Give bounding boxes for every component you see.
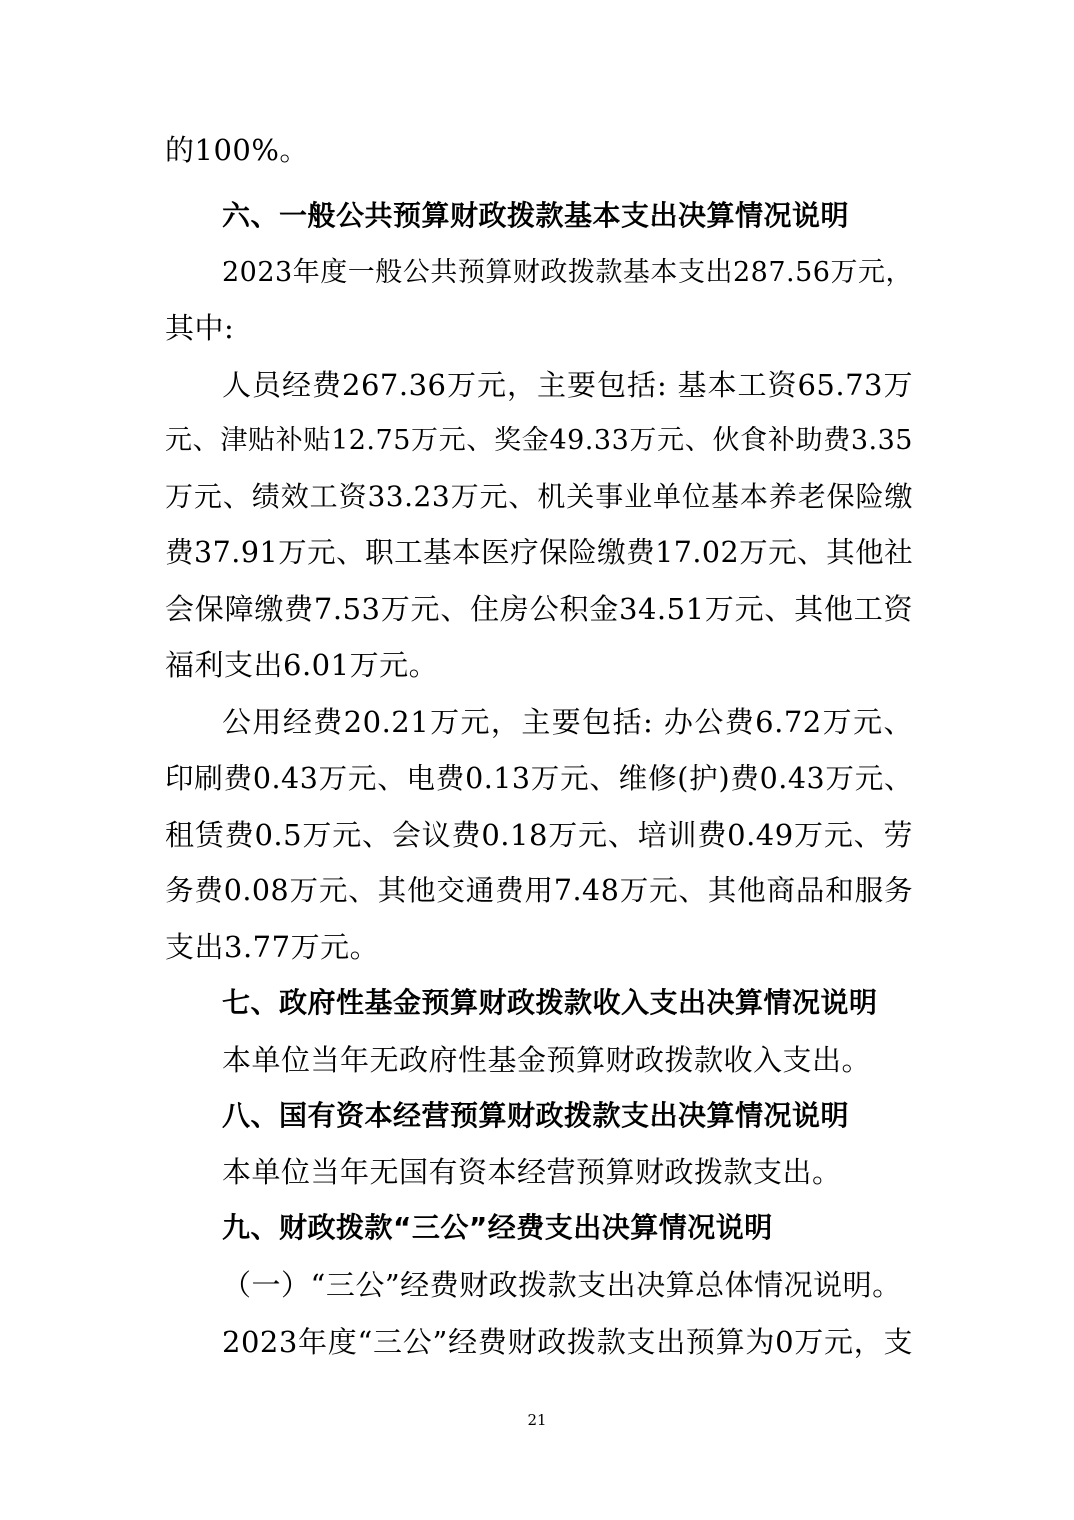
paragraph-line: 的100%。 [165, 133, 309, 167]
paragraph-line: 会保障缴费7.53万元、住房公积金34.51万元、其他工资 [165, 592, 913, 626]
paragraph-line: 公用经费20.21万元，主要包括: 办公费6.72万元、 [222, 705, 913, 739]
subsection-heading: （一）“三公”经费财政拨款支出决算总体情况说明。 [222, 1268, 902, 1302]
section-heading-9: 九、财政拨款“三公”经费支出决算情况说明 [222, 1211, 773, 1244]
paragraph-line: 其中: [165, 311, 235, 345]
paragraph-line: 租赁费0.5万元、会议费0.18万元、培训费0.49万元、劳 [165, 818, 913, 852]
paragraph-line: 本单位当年无政府性基金预算财政拨款收入支出。 [222, 1043, 872, 1077]
paragraph-line: 费37.91万元、职工基本医疗保险缴费17.02万元、其他社 [165, 536, 914, 569]
section-heading-6: 六、一般公共预算财政拨款基本支出决算情况说明 [222, 199, 850, 232]
paragraph-line: 2023年度“三公”经费财政拨款支出预算为0万元，支 [222, 1325, 913, 1359]
section-heading-7: 七、政府性基金预算财政拨款收入支出决算情况说明 [222, 986, 878, 1019]
page-number: 21 [527, 1411, 547, 1429]
paragraph-line: 务费0.08万元、其他交通费用7.48万元、其他商品和服务 [165, 874, 913, 907]
paragraph-line: 本单位当年无国有资本经营预算财政拨款支出。 [222, 1155, 842, 1189]
paragraph-line: 元、津贴补贴12.75万元、奖金49.33万元、伙食补助费3.35 [165, 425, 913, 456]
paragraph-line: 支出3.77万元。 [165, 930, 380, 964]
section-heading-8: 八、国有资本经营预算财政拨款支出决算情况说明 [222, 1099, 850, 1132]
paragraph-line: 福利支出6.01万元。 [165, 648, 439, 682]
paragraph-line: 人员经费267.36万元，主要包括: 基本工资65.73万 [222, 368, 913, 402]
paragraph-line: 印刷费0.43万元、电费0.13万元、维修(护)费0.43万元、 [165, 762, 913, 795]
paragraph-line: 2023年度一般公共预算财政拨款基本支出287.56万元， [222, 257, 913, 288]
paragraph-line: 万元、绩效工资33.23万元、机关事业单位基本养老保险缴 [165, 480, 913, 513]
